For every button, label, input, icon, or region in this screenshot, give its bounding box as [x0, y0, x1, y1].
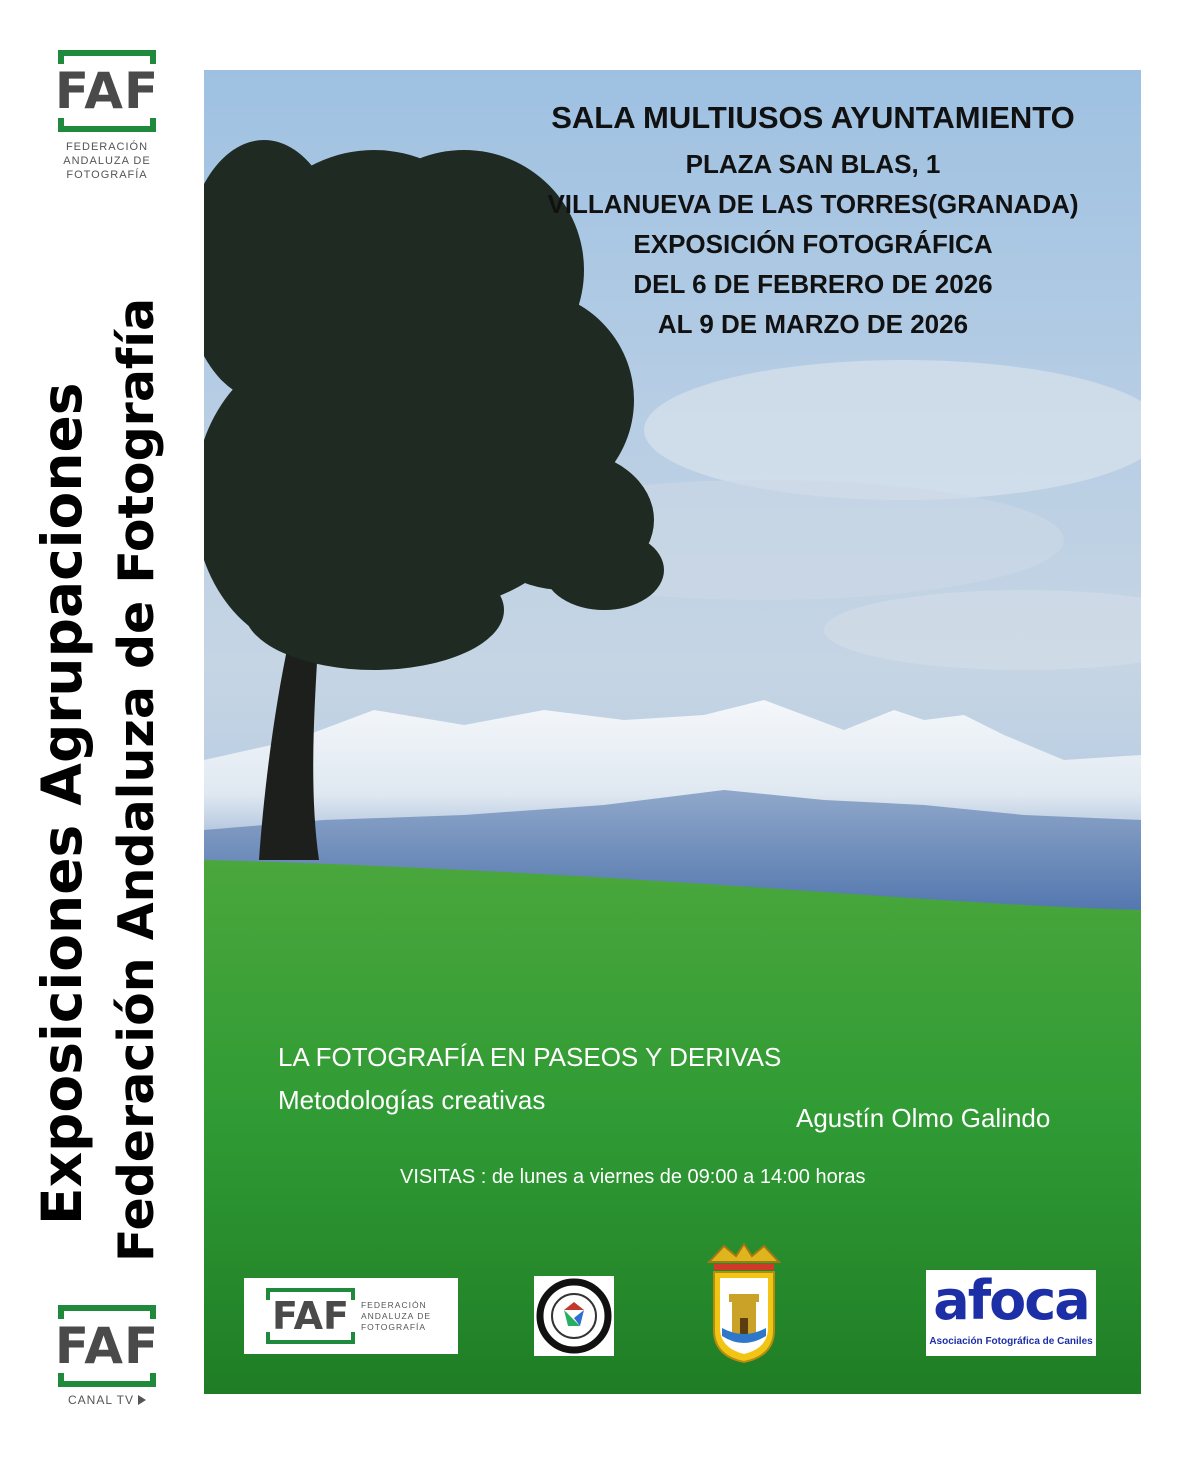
poster-header — [503, 100, 1123, 344]
logo-frame-bottom — [58, 1373, 156, 1387]
logo-word: FAF — [54, 1317, 160, 1375]
logo-frame-top — [58, 1305, 156, 1319]
exhibition-title: LA FOTOGRAFÍA EN PASEOS Y DERIVAS — [278, 1042, 782, 1072]
villanueva-coat-of-arms-icon — [694, 1240, 794, 1364]
author-name: Agustín Olmo Galindo — [796, 1103, 1051, 1133]
faf-mark — [270, 1292, 351, 1340]
faf-line-3: FOTOGRAFÍA — [360, 1321, 427, 1332]
faf-canal-tv-logo[interactable] — [52, 1305, 162, 1407]
logo-frame-top — [58, 50, 156, 64]
faf-sponsor-logo — [244, 1278, 458, 1354]
faf-line-1: FEDERACIÓN — [360, 1299, 427, 1310]
venue-line: SALA MULTIUSOS AYUNTAMIENTO — [551, 100, 1075, 135]
logo-word: FAF — [54, 62, 160, 120]
logo-line-3: FOTOGRAFÍA — [66, 169, 148, 181]
address-line: PLAZA SAN BLAS, 1 — [685, 149, 941, 179]
date-from: DEL 6 DE FEBRERO DE 2026 — [633, 269, 993, 299]
faf-word: FAF — [272, 1294, 349, 1338]
faf-sponsor-text — [361, 1300, 431, 1333]
exhibition-subtitle: Metodologías creativas — [278, 1085, 546, 1115]
exhibition-poster — [204, 70, 1141, 1394]
event-line: EXPOSICIÓN FOTOGRÁFICA — [633, 229, 993, 259]
visiting-hours: VISITAS : de lunes a viernes de 09:00 a 14:00 horas — [400, 1166, 866, 1188]
canal-tv-text: CANAL TV — [67, 1393, 135, 1407]
faf-logo-top — [52, 50, 162, 182]
logo-frame-bottom — [58, 118, 156, 132]
afoca-word: afoca — [933, 1269, 1089, 1332]
vertical-title-exposiciones: Exposiciones Agrupaciones — [30, 382, 94, 1225]
town-line: VILLANUEVA DE LAS TORRES(GRANADA) — [547, 189, 1079, 219]
vertical-title-federacion: Federación Andaluza de Fotografía — [108, 297, 165, 1262]
play-arrow-icon — [138, 1395, 146, 1405]
afoca-subtitle: Asociación Fotográfica de Caniles — [929, 1336, 1093, 1347]
faf-line-2: ANDALUZA DE — [360, 1310, 432, 1321]
photo-association-round-logo — [534, 1276, 614, 1356]
logo-line-2: ANDALUZA DE — [63, 155, 151, 167]
date-to: AL 9 DE MARZO DE 2026 — [657, 309, 969, 339]
canal-tv-label — [52, 1393, 162, 1407]
afoca-sponsor-logo — [926, 1270, 1096, 1356]
logo-line-1: FEDERACIÓN — [65, 141, 149, 153]
logo-subtitle — [52, 140, 162, 182]
